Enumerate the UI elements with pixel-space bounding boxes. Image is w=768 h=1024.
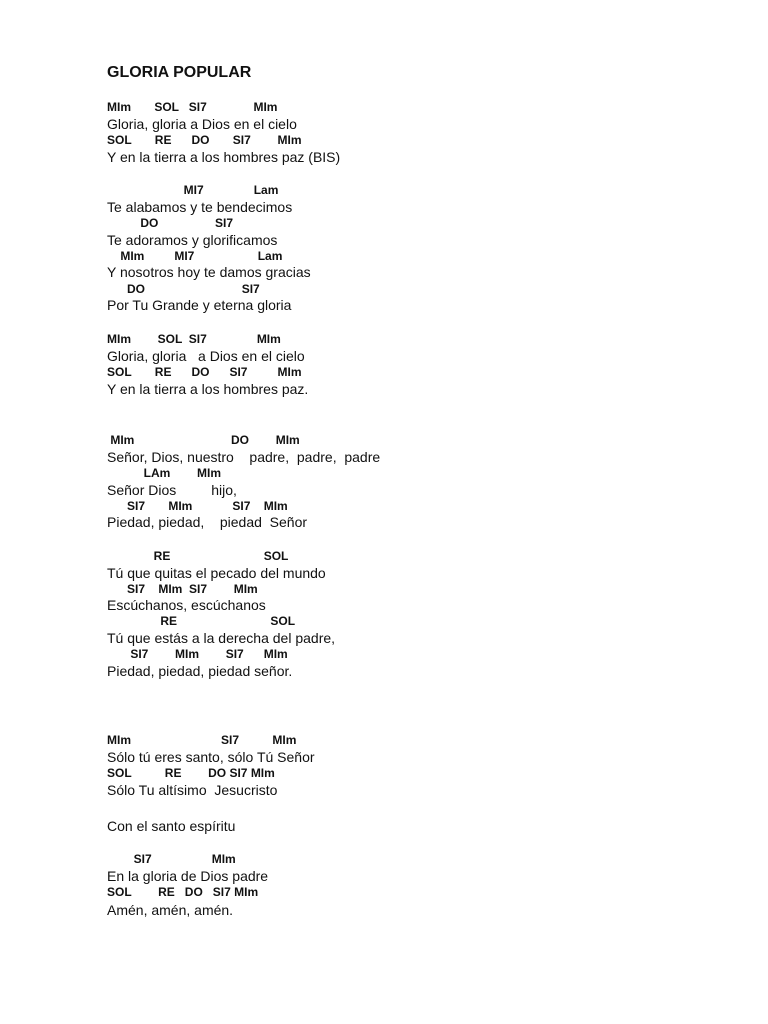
lyric-line: Y nosotros hoy te damos gracias [107,264,311,280]
lyric-line: Por Tu Grande y eterna gloria [107,297,292,313]
lyric-line: Piedad, piedad, piedad Señor [107,514,308,530]
chord-line: SOL RE DO SI7 MIm [107,766,275,780]
chord-line: SI7 MIm SI7 MIm [107,499,288,513]
chord-line: DO SI7 [107,216,234,230]
lyric-line: Y en la tierra a los hombres paz (BIS) [107,149,341,165]
chord-line: MIm DO MIm [107,433,300,447]
chord-line: SOL RE DO SI7 MIm [107,133,302,147]
lyric-line: En la gloria de Dios padre [107,868,269,884]
chord-line: MIm SOL SI7 MIm [107,332,281,346]
lyric-line: Te alabamos y te bendecimos [107,199,293,215]
chord-line: RE SOL [107,614,296,628]
chord-line: MIm SOL SI7 MIm [107,100,278,114]
lyric-line: Piedad, piedad, piedad señor. [107,663,293,679]
lyric-line: Con el santo espíritu [107,818,236,834]
lyric-line: Señor, Dios, nuestro padre, padre, padre [107,449,381,465]
lyric-line: Sólo tú eres santo, sólo Tú Señor [107,749,315,765]
lyric-line: Sólo Tu altísimo Jesucristo [107,782,278,798]
chord-line: SI7 MIm [107,852,236,866]
chord-line: MIm MI7 Lam [107,249,283,263]
lyric-line: Tú que estás a la derecha del padre, [107,630,336,646]
chord-line: SI7 MIm SI7 MIm [107,582,258,596]
lyric-line: Te adoramos y glorificamos [107,232,278,248]
lyric-line: Y en la tierra a los hombres paz. [107,381,309,397]
lyric-line: Señor Dios hijo, [107,482,237,498]
chord-line: SI7 MIm SI7 MIm [107,647,288,661]
lyric-line: Amén, amén, amén. [107,902,234,918]
chord-line: SOL RE DO SI7 MIm [107,885,259,899]
chord-line: MI7 Lam [107,183,279,197]
chord-line: RE SOL [107,549,289,563]
lyric-line: Tú que quitas el pecado del mundo [107,565,326,581]
chord-line: DO SI7 [107,282,260,296]
chord-line: MIm SI7 MIm [107,733,297,747]
lyric-line: Escúchanos, escúchanos [107,597,266,613]
chord-line: SOL RE DO SI7 MIm [107,365,302,379]
lyric-line: Gloria, gloria a Dios en el cielo [107,348,305,364]
lyric-line: Gloria, gloria a Dios en el cielo [107,116,297,132]
song-title: GLORIA POPULAR [107,64,252,81]
chord-line: LAm MIm [107,466,222,480]
